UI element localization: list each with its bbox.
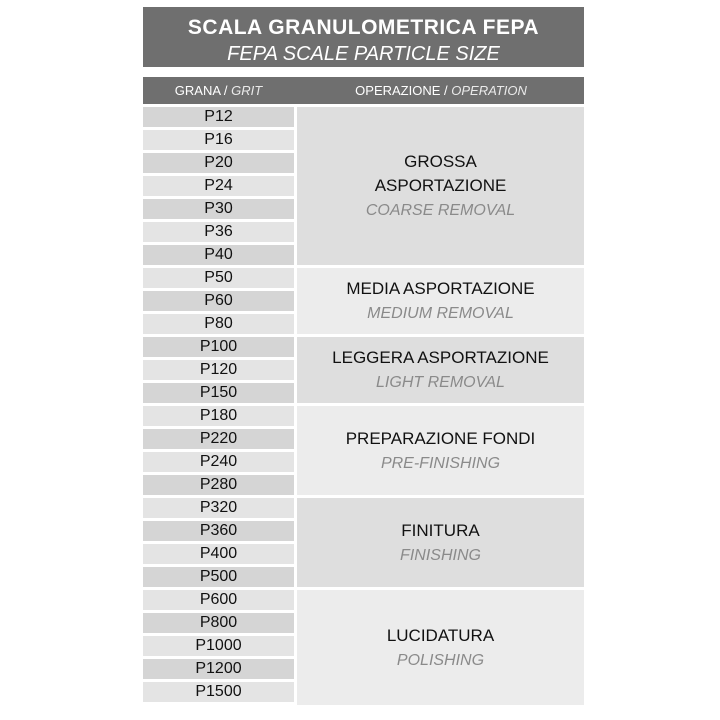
operation-group-medium bbox=[297, 268, 584, 334]
header-grit-en: GRIT bbox=[231, 83, 263, 98]
grit-cell: P16 bbox=[143, 130, 294, 150]
grit-cell: P1000 bbox=[143, 636, 294, 656]
grit-cell: P80 bbox=[143, 314, 294, 334]
operation-en: COARSE REMOVAL bbox=[365, 202, 516, 219]
title-banner bbox=[143, 7, 584, 67]
header-operation-en: OPERATION bbox=[451, 83, 527, 98]
header-grit bbox=[143, 77, 294, 104]
operation-en: LIGHT REMOVAL bbox=[376, 374, 505, 391]
grit-cell: P1500 bbox=[143, 682, 294, 702]
operation-it-line: LUCIDATURA bbox=[386, 625, 495, 645]
grit-cell: P320 bbox=[143, 498, 294, 518]
header-grit-it: GRANA / bbox=[174, 83, 232, 98]
grit-cell: P800 bbox=[143, 613, 294, 633]
grit-cell: P36 bbox=[143, 222, 294, 242]
operation-en: MEDIUM REMOVAL bbox=[367, 305, 514, 322]
grit-cell: P100 bbox=[143, 337, 294, 357]
operation-it-line: GROSSA bbox=[404, 152, 477, 171]
grit-cell: P280 bbox=[143, 475, 294, 495]
grit-cell: P360 bbox=[143, 521, 294, 541]
grit-cell: P400 bbox=[143, 544, 294, 564]
operation-en: FINISHING bbox=[400, 546, 481, 564]
grit-cell: P180 bbox=[143, 406, 294, 426]
grit-cell: P12 bbox=[143, 107, 294, 127]
operation-group-coarse bbox=[297, 107, 584, 265]
operation-it-line: PREPARAZIONE FONDI bbox=[345, 428, 536, 448]
operation-group-pre-finishing bbox=[297, 406, 584, 495]
operation-it-line: MEDIA ASPORTAZIONE bbox=[346, 279, 535, 298]
grit-cell: P40 bbox=[143, 245, 294, 265]
operation-group-light bbox=[297, 337, 584, 403]
grit-cell: P600 bbox=[143, 590, 294, 610]
header-operation-it: OPERAZIONE / bbox=[355, 83, 452, 98]
grit-cell: P30 bbox=[143, 199, 294, 219]
operation-en: POLISHING bbox=[396, 651, 485, 669]
grit-cell: P24 bbox=[143, 176, 294, 196]
operation-group-polishing bbox=[297, 590, 584, 705]
operation-it-line: LEGGERA ASPORTAZIONE bbox=[332, 348, 549, 367]
header-operation bbox=[298, 77, 584, 104]
operation-en: PRE-FINISHING bbox=[380, 454, 501, 472]
operation-group-finishing bbox=[297, 498, 584, 587]
operation-it-line: FINITURA bbox=[401, 520, 480, 540]
grit-cell: P50 bbox=[143, 268, 294, 288]
operation-it-line: ASPORTAZIONE bbox=[374, 176, 507, 195]
grit-cell: P120 bbox=[143, 360, 294, 380]
title-main: SCALA GRANULOMETRICA FEPA bbox=[187, 16, 540, 39]
grit-cell: P500 bbox=[143, 567, 294, 587]
grit-cell: P20 bbox=[143, 153, 294, 173]
table-header bbox=[143, 77, 584, 104]
grit-cell: P150 bbox=[143, 383, 294, 403]
title-sub: FEPA SCALE PARTICLE SIZE bbox=[227, 43, 500, 65]
grit-cell: P220 bbox=[143, 429, 294, 449]
grit-cell: P60 bbox=[143, 291, 294, 311]
grit-cell: P1200 bbox=[143, 659, 294, 679]
grit-cell: P240 bbox=[143, 452, 294, 472]
